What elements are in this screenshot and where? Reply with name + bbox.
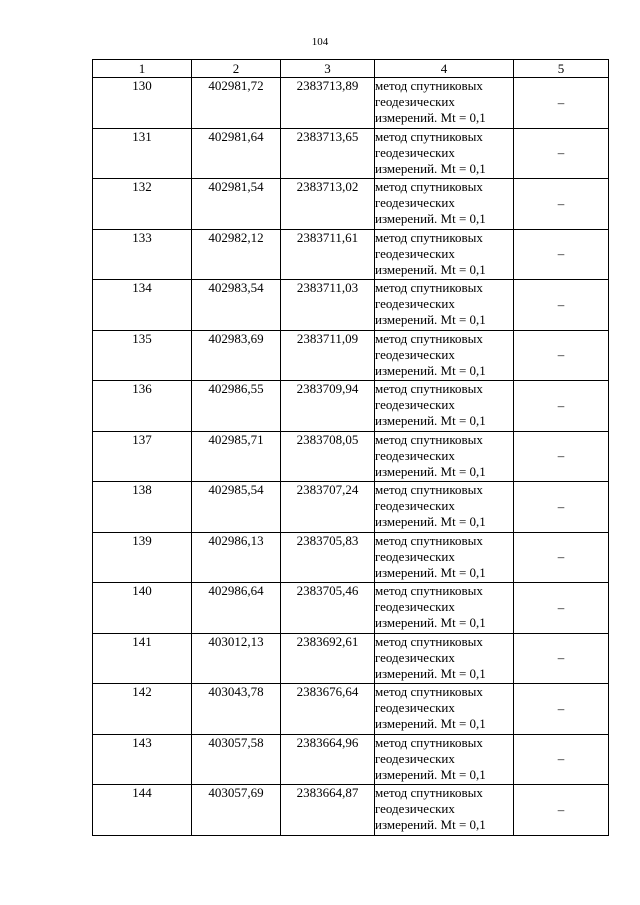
header-col-2: 2 <box>192 60 281 78</box>
method-line: метод спутниковых <box>375 633 483 649</box>
method-line: геодезических <box>375 498 455 513</box>
table-row <box>93 633 609 684</box>
method-line: измерений. Mt = 0,1 <box>375 160 486 176</box>
column-5-cell: – <box>514 229 609 280</box>
header-col-4: 4 <box>375 60 514 78</box>
y-coordinate-cell: 2383711,03 <box>281 280 375 331</box>
method-cell <box>375 532 514 583</box>
point-number-cell: 140 <box>93 583 192 634</box>
method-line: геодезических <box>375 447 455 463</box>
point-number-cell: 134 <box>93 280 192 331</box>
method-line: измерений. Mt = 0,1 <box>375 514 486 529</box>
table-row <box>93 785 609 836</box>
point-number-cell: 141 <box>93 633 192 684</box>
column-5-cell: – <box>514 330 609 381</box>
method-line: метод спутниковых <box>375 785 483 800</box>
x-coordinate-cell: 402982,12 <box>192 229 281 280</box>
y-coordinate-cell: 2383664,87 <box>281 785 375 836</box>
column-5-cell: – <box>514 734 609 785</box>
y-coordinate-cell: 2383713,65 <box>281 128 375 179</box>
y-coordinate-cell: 2383709,94 <box>281 381 375 432</box>
header-col-3: 3 <box>281 60 375 78</box>
table-row <box>93 734 609 785</box>
method-line: геодезических <box>375 94 455 109</box>
table-row <box>93 381 609 432</box>
y-coordinate-cell: 2383711,09 <box>281 330 375 381</box>
method-cell <box>375 684 514 735</box>
x-coordinate-cell: 402981,72 <box>192 78 281 129</box>
column-5-cell: – <box>514 583 609 634</box>
header-col-1: 1 <box>93 60 192 78</box>
point-number-cell: 142 <box>93 684 192 735</box>
method-cell <box>375 734 514 785</box>
method-line: геодезических <box>375 346 455 362</box>
x-coordinate-cell: 403057,69 <box>192 785 281 836</box>
point-number-cell: 131 <box>93 128 192 179</box>
y-coordinate-cell: 2383664,96 <box>281 734 375 785</box>
method-line: геодезических <box>375 599 455 614</box>
method-line: измерений. Mt = 0,1 <box>375 564 486 580</box>
column-5-cell: – <box>514 785 609 836</box>
point-number-cell: 137 <box>93 431 192 482</box>
method-line: метод спутниковых <box>375 684 483 699</box>
x-coordinate-cell: 402985,71 <box>192 431 281 482</box>
method-line: метод спутниковых <box>375 532 483 548</box>
method-line: геодезических <box>375 801 455 816</box>
method-line: измерений. Mt = 0,1 <box>375 615 486 630</box>
method-line: измерений. Mt = 0,1 <box>375 817 486 832</box>
method-line: метод спутниковых <box>375 583 483 598</box>
table-row <box>93 280 609 331</box>
method-line: геодезических <box>375 144 455 160</box>
method-cell <box>375 229 514 280</box>
point-number-cell: 132 <box>93 179 192 230</box>
method-line: измерений. Mt = 0,1 <box>375 665 486 681</box>
method-line: метод спутниковых <box>375 128 483 144</box>
column-5-cell: – <box>514 78 609 129</box>
point-number-cell: 139 <box>93 532 192 583</box>
method-cell <box>375 280 514 331</box>
table-row <box>93 684 609 735</box>
method-line: метод спутниковых <box>375 78 483 93</box>
y-coordinate-cell: 2383676,64 <box>281 684 375 735</box>
column-5-cell: – <box>514 684 609 735</box>
method-line: измерений. Mt = 0,1 <box>375 413 486 428</box>
method-line: измерений. Mt = 0,1 <box>375 261 486 277</box>
column-5-cell: – <box>514 633 609 684</box>
method-line: измерений. Mt = 0,1 <box>375 312 486 327</box>
method-cell <box>375 330 514 381</box>
y-coordinate-cell: 2383708,05 <box>281 431 375 482</box>
method-cell <box>375 128 514 179</box>
x-coordinate-cell: 403057,58 <box>192 734 281 785</box>
y-coordinate-cell: 2383713,89 <box>281 78 375 129</box>
table-row <box>93 78 609 129</box>
method-cell <box>375 633 514 684</box>
table-row <box>93 330 609 381</box>
point-number-cell: 136 <box>93 381 192 432</box>
method-line: метод спутниковых <box>375 734 483 750</box>
x-coordinate-cell: 403012,13 <box>192 633 281 684</box>
method-line: метод спутниковых <box>375 229 483 245</box>
y-coordinate-cell: 2383705,83 <box>281 532 375 583</box>
method-cell <box>375 431 514 482</box>
y-coordinate-cell: 2383713,02 <box>281 179 375 230</box>
method-line: геодезических <box>375 700 455 715</box>
table-row <box>93 128 609 179</box>
table-row <box>93 482 609 533</box>
table-row <box>93 583 609 634</box>
y-coordinate-cell: 2383707,24 <box>281 482 375 533</box>
coordinates-table <box>92 59 609 836</box>
method-line: измерений. Mt = 0,1 <box>375 110 486 125</box>
x-coordinate-cell: 402981,54 <box>192 179 281 230</box>
point-number-cell: 138 <box>93 482 192 533</box>
method-cell <box>375 381 514 432</box>
table-row <box>93 431 609 482</box>
method-line: геодезических <box>375 649 455 665</box>
x-coordinate-cell: 402985,54 <box>192 482 281 533</box>
column-5-cell: – <box>514 280 609 331</box>
method-line: геодезических <box>375 245 455 261</box>
column-5-cell: – <box>514 179 609 230</box>
point-number-cell: 133 <box>93 229 192 280</box>
method-line: геодезических <box>375 195 455 210</box>
point-number-cell: 135 <box>93 330 192 381</box>
method-line: метод спутниковых <box>375 482 483 497</box>
method-line: геодезических <box>375 750 455 766</box>
method-line: измерений. Mt = 0,1 <box>375 362 486 378</box>
table-body <box>93 78 609 836</box>
column-5-cell: – <box>514 431 609 482</box>
table-row <box>93 532 609 583</box>
method-line: измерений. Mt = 0,1 <box>375 211 486 226</box>
point-number-cell: 130 <box>93 78 192 129</box>
method-line: геодезических <box>375 397 455 412</box>
method-cell <box>375 482 514 533</box>
x-coordinate-cell: 402986,55 <box>192 381 281 432</box>
x-coordinate-cell: 402983,54 <box>192 280 281 331</box>
method-line: метод спутниковых <box>375 381 483 396</box>
method-line: измерений. Mt = 0,1 <box>375 716 486 731</box>
page-number: 104 <box>311 36 329 48</box>
header-col-5: 5 <box>514 60 609 78</box>
method-line: метод спутниковых <box>375 280 483 295</box>
table-header-row <box>93 60 609 78</box>
column-5-cell: – <box>514 381 609 432</box>
method-line: измерений. Mt = 0,1 <box>375 766 486 782</box>
y-coordinate-cell: 2383711,61 <box>281 229 375 280</box>
point-number-cell: 144 <box>93 785 192 836</box>
method-line: геодезических <box>375 548 455 564</box>
x-coordinate-cell: 402986,13 <box>192 532 281 583</box>
method-line: метод спутниковых <box>375 179 483 194</box>
table-row <box>93 179 609 230</box>
method-cell <box>375 78 514 129</box>
point-number-cell: 143 <box>93 734 192 785</box>
method-cell <box>375 785 514 836</box>
method-line: геодезических <box>375 296 455 311</box>
column-5-cell: – <box>514 482 609 533</box>
column-5-cell: – <box>514 532 609 583</box>
x-coordinate-cell: 403043,78 <box>192 684 281 735</box>
table-row <box>93 229 609 280</box>
y-coordinate-cell: 2383692,61 <box>281 633 375 684</box>
method-line: метод спутниковых <box>375 330 483 346</box>
method-line: измерений. Mt = 0,1 <box>375 463 486 479</box>
x-coordinate-cell: 402981,64 <box>192 128 281 179</box>
x-coordinate-cell: 402986,64 <box>192 583 281 634</box>
method-line: метод спутниковых <box>375 431 483 447</box>
method-cell <box>375 179 514 230</box>
y-coordinate-cell: 2383705,46 <box>281 583 375 634</box>
method-cell <box>375 583 514 634</box>
x-coordinate-cell: 402983,69 <box>192 330 281 381</box>
column-5-cell: – <box>514 128 609 179</box>
